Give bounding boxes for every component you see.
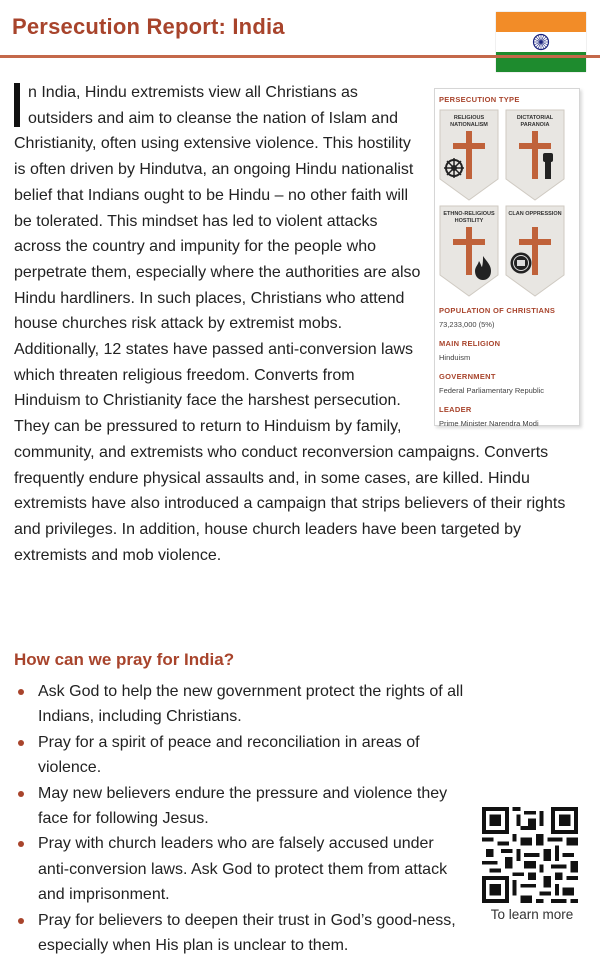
article-body [14,80,580,568]
persecution-type-dictatorial-paranoia [505,109,565,201]
qr-label: To learn more [490,907,574,922]
prayer-heading: How can we pray for India? [14,650,235,669]
leader-value: Prime Minister Narendra Modi [439,419,539,428]
seal-icon [509,251,533,275]
fire-icon [473,255,493,281]
type-label: CLAN OPPRESSION [508,211,562,217]
prayer-item: May new believers endure the pressure and violence they face for following Jesus. [16,781,468,832]
population-label: POPULATION OF CHRISTIANS [439,306,556,315]
main-religion-value: Hinduism [439,353,471,362]
prayer-item: Ask God to help the new government protect the rights of all Indians, including Christians. [16,679,468,730]
article-paragraph: n India, Hindu extremists view all Christians as outsiders and aim to cleanse the nation of Islam and Christianity, often using extensive violence. This hostility is often driven by Hindutva, an ongoing Hindu nationalist belief that Indians ought to be Hindu – no other faith will be tolerated. This mindset has led to violent attacks across the country and impunity for the people who perpetrate them, especially where the authorities are also Hindu hardliners. In such places, Christians who attend house churches risk attack by extremist mobs. Additionally, 12 states have passed anti-conversion laws which threaten religious freedom. Converts from Hinduism to Christianity face the harshest persecution. They can be pressured to return to Hinduism by family, community, and extremists who conduct reconversion campaigns. Converts frequently endure physical assaults and, in some cases, are killed. Hindu extremists have also introduced a campaign that strips believers of their rights and privileges. In addition, house church leaders have been targeted by extremists and mob violence. [14,84,566,564]
main-religion-label: MAIN RELIGION [439,339,501,348]
country-profile-sidebar [434,88,580,426]
prayer-list [16,679,466,958]
india-flag [496,12,586,72]
dharma-wheel-icon [443,157,465,179]
government-value: Federal Parliamentary Republic [439,386,545,395]
type-label: ETHNO-RELIGIOUS HOSTILITY [443,211,495,224]
persecution-type-grid [439,109,579,297]
bullet-icon [18,918,24,924]
persecution-type-clan-oppression [505,205,565,297]
flag-saffron-band [496,12,586,32]
ashoka-chakra-icon [532,33,550,51]
prayer-item: Pray with church leaders who are falsely accused under anti-conversion laws. Ask God to protect them from attack and imprisonment. [16,831,468,907]
page-title: Persecution Report: India [12,14,285,39]
prayer-item: Pray for a spirit of peace and reconciliation in areas of violence. [16,730,468,781]
population-value: 73,233,000 (5%) [439,320,495,329]
fist-icon [541,151,555,181]
persecution-type-ethno-religious-hostility [439,205,499,297]
government-label: GOVERNMENT [439,372,496,381]
bullet-icon [18,740,24,746]
bullet-icon [18,841,24,847]
bullet-icon [18,689,24,695]
persecution-type-label: PERSECUTION TYPE [439,95,520,104]
dropcap-letter [14,83,20,127]
flag-white-band [496,32,586,52]
bullet-icon [18,791,24,797]
leader-label: LEADER [439,405,472,414]
type-label: RELIGIOUS NATIONALISM [450,115,488,128]
qr-code[interactable] [482,807,578,903]
header-divider [0,55,600,58]
persecution-type-religious-nationalism [439,109,499,201]
prayer-item: Pray for believers to deepen their trust in God’s good-ness, especially when His plan is unclear to them. [16,908,468,958]
type-label: DICTATORIAL PARANOIA [516,115,554,128]
